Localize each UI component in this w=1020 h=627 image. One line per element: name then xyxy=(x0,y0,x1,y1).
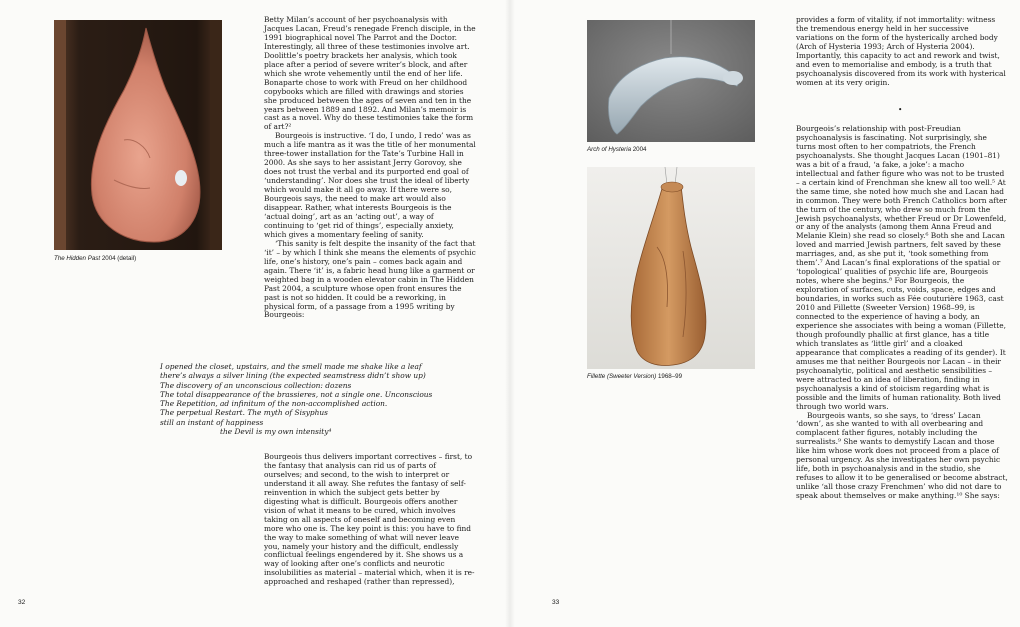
paragraph: Betty Milan’s account of her psychoanalysis with Jacques Lacan, Freud’s renegade French disciple, in the 1991 biographical novel The Parrot and the Doctor. Interestingly, all three of these testimonies involve art. Doolittle’s poetry brackets her analysis, which took place after a period of severe writer’s block, and after which she wrote vehemently until the end of her life. Bonaparte chose to work with Freud on her childhood copybooks which are filled with drawings and stories she produced between the ages of seven and ten in the years between 1889 and 1892. And Milan’s memoir is cast as a novel. Why do these testimonies take the form of art?² xyxy=(264,15,476,132)
paragraph: Bourgeois thus delivers important correctives – first, to the fantasy that analysis can rid us of parts of ourselves; and second, to the wish to interpret or understand it all away. She refutes the fantasy of self-reinvention in which the subject gets better by digesting what is difficult. Bourgeois offers another vision of what it means to be cured, which involves taking on all aspects of oneself and becoming even more who one is. The key point is this: you have to find the way to make something of what will never leave you, namely your history and the difficult, endlessly conflictual feelings engendered by it. She shows us a way of looking after one’s conflicts and neurotic insolubilities as material – material which, when it is re-approached and reshaped (rather than repressed), xyxy=(264,452,475,587)
arch-caption xyxy=(587,146,647,154)
caption-date: 1968–99 xyxy=(656,373,683,380)
caption-title: The Hidden Past xyxy=(54,255,101,262)
bourgeois-poem-quote xyxy=(160,362,450,436)
section-break-bullet: • xyxy=(898,105,903,114)
left-lower-text xyxy=(264,453,476,587)
arch-of-hysteria-graphic xyxy=(587,20,755,142)
poem-line: The perpetual Restart. The myth of Sisyphus xyxy=(160,408,328,418)
paragraph: Bourgeois is instructive. ‘I do, I undo, I redo’ was as much a life mantra as it was the title of her monumental three-tower installation for the Tate’s Turbine Hall in 2000. As she says to her assistant Jerry Gorovoy, she does not trust the verbal and its purported end goal of ‘understanding’. Nor does she trust the ideal of liberty which would make it all go away. If there were so, Bourgeois says, the need to make art would also disappear. Rather, what interests Bourgeois is the ‘actual doing’, art as an ‘acting out’, a way of continuing to ‘get rid of things’, especially anxiety, which gives a momentary feeling of sanity. xyxy=(264,131,476,239)
right-column-text xyxy=(796,125,1008,501)
arch-of-hysteria-image xyxy=(587,20,755,142)
right-top-text xyxy=(796,16,1008,88)
caption-title: Fillette (Sweeter Version) xyxy=(587,373,657,380)
hidden-past-caption xyxy=(54,255,136,263)
paragraph: ‘This sanity is felt despite the insanity of the fact that ‘it’ – by which I think she means the elements of psychic life, one’s history, one’s pain – comes back again and again. There ‘it’ is, a fabric head hung like a garment or weighted bag in a wooden elevator cabin in The Hidden Past 2004, a sculpture whose open front ensures the past is not so hidden. It could be a reworking, in physical form, of a passage from a 1995 writing by Bourgeois: xyxy=(264,238,476,320)
page-number: 33 xyxy=(552,599,560,606)
hidden-past-sculpture-image xyxy=(54,20,222,250)
poem-line: The discovery of an unconscious collection: dozens xyxy=(160,380,352,390)
caption-date: 2004 (detail) xyxy=(100,255,137,262)
poem-line: there’s always a silver lining (the expected seamstress didn’t show up) xyxy=(160,371,426,381)
fillette-caption xyxy=(587,373,682,381)
poem-line: I opened the closet, upstairs, and the smell made me shake like a leaf xyxy=(160,362,422,371)
book-gutter xyxy=(505,0,515,627)
poem-line: The Repetition, ad infinitum of the non-accomplished action. xyxy=(160,399,388,409)
poem-line: the Devil is my own intensity⁴ xyxy=(220,427,332,437)
page-number: 32 xyxy=(18,599,26,606)
caption-title: Arch of Hysteria xyxy=(587,146,632,153)
hidden-past-sculpture-graphic xyxy=(54,20,222,250)
poem-line: still an instant of happiness xyxy=(160,417,264,427)
paragraph: provides a form of vitality, if not immortality: witness the tremendous energy held in her successive variations on the form of the hysterically arched body (Arch of Hysteria 1993; Arch of Hysteria 2004). Importantly, this capacity to act and rework and twist, and even to memorialise and embody, is a truth that psychoanalysis discovered from its work with hysterical women at its very origin. xyxy=(796,15,1006,87)
right-page xyxy=(510,0,1020,627)
poem-line: The total disappearance of the brassieres, not a single one. Unconscious xyxy=(160,389,433,399)
fillette-sculpture-graphic xyxy=(587,167,755,369)
caption-date: 2004 xyxy=(631,146,647,153)
fillette-sculpture-image xyxy=(587,167,755,369)
paragraph: Bourgeois’s relationship with post-Freudian psychoanalysis is fascinating. Not surprisingly, she turns most often to her compatriots, the French psychoanalysts. She thought Jacques Lacan (1901–81) was a bit of a fraud, ‘a fake, a joke’: a macho intellectual and father figure who was not to be trusted – a certain kind of Frenchman she knew all too well.⁵ At the same time, she noted how much she and Lacan had in common. They were both French Catholics born after the turn of the century, who drew so much from the Jewish psychoanalysts, whether Freud or Dr Lowenfeld, or any of the analysts (among them Anna Freud and Melanie Klein) she read so closely.⁶ Both she and Lacan loved and married Jewish partners, felt saved by these marriages, and, as she put it, ‘took something from them’.⁷ And Lacan’s final explorations of the spatial or ‘topological’ qualities of psychic life are, Bourgeois notes, where she begins.⁸ For Bourgeois, the exploration of surfaces, cuts, voids, space, edges and boundaries, in works such as Fée couturière 1963, cast 2010 and Fillette (Sweeter Version) 1968–99, is connected to the experience of having a body, an experience she associates with being a woman (Fillette, though profoundly phallic at first glance, has a title which translates as ‘little girl’ and a cloaked appearance that complicates a reading of its gender). It amuses me that neither Bourgeois nor Lacan – in their psychoanalytic, political and aesthetic sensibilities – were attracted to an idea of liberation, finding in psychoanalysis a kind of stoicism regarding what is possible and the limits of human rationality. Both lived through two world wars. xyxy=(796,124,1007,411)
left-column-text xyxy=(264,16,476,320)
paragraph: Bourgeois wants, so she says, to ‘dress’ Lacan ‘down’, as she wanted to with all overbearing and complacent father figures, notably including the surrealists.⁹ She wants to demystify Lacan and those like him whose work does not proceed from a place of personal urgency. As she investigates her own psychic life, both in psychoanalysis and in the studio, she refuses to allow it to be generalised or become abstract, unlike ‘all those crazy Frenchmen’ who did not dare to speak about themselves or make anything.¹⁰ She says: xyxy=(796,410,1008,501)
